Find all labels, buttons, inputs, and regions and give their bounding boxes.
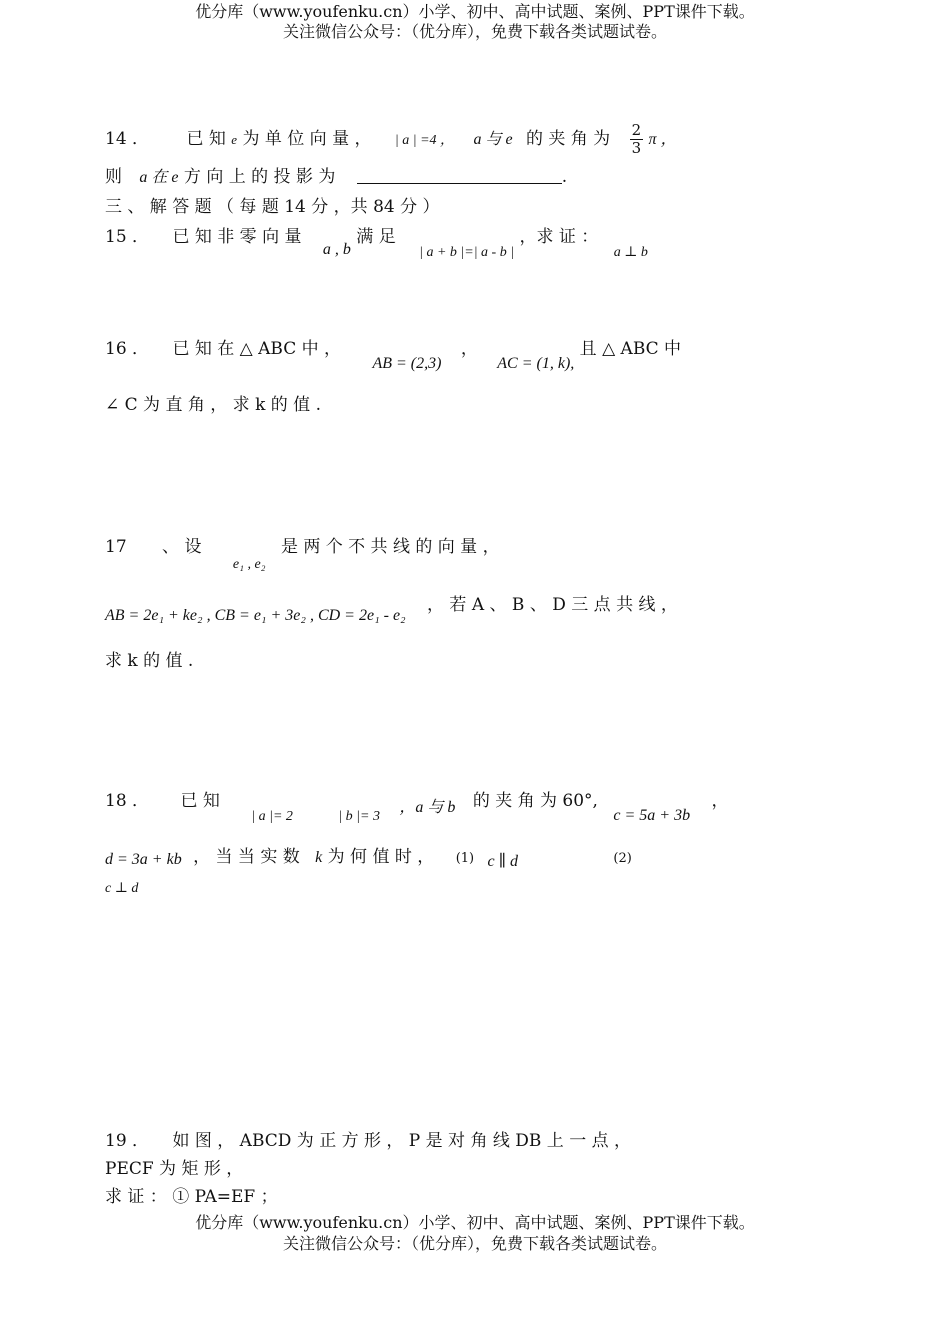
q18-norm-b: | b |= 3 (338, 809, 380, 824)
question-17-line-2 (105, 594, 865, 624)
q14-frac-den: 3 (631, 139, 642, 157)
q19-number: 19 ． (105, 1131, 150, 1151)
q18-k: k (315, 849, 323, 866)
question-14-line-1 (105, 122, 865, 157)
q14-text-2: 为 单 位 向 量 ， (242, 129, 372, 149)
question-15 (105, 226, 865, 260)
q14-a-with-e: a 与 e (473, 131, 513, 148)
q14-norm-a: | a | =4 ， (394, 133, 455, 148)
q18-parallel: c ∥ d (487, 853, 519, 870)
q18-text-2: 的 夹 角 为 60°, (472, 791, 598, 811)
q14-vector-e: e (231, 132, 238, 147)
q18-norm-a: | a |= 2 (251, 809, 293, 824)
q16-line-2: ∠ C 为 直 角 ， 求 k 的 值 . (105, 395, 321, 415)
q15-vectors-ab: a , b (322, 241, 351, 258)
q15-conclusion: a ⊥ b (613, 245, 648, 260)
question-18-line-2 (105, 846, 865, 870)
q16-text-2: 且 △ ABC 中 (579, 339, 682, 359)
question-14-line-2 (105, 166, 865, 189)
q18-c-definition: c = 5a + 3b (613, 807, 691, 824)
q15-condition: | a + b |=| a - b | (419, 245, 515, 260)
question-18-line-1 (105, 790, 865, 824)
q16-text-1: 已 知 在 △ ABC 中 ， (172, 339, 342, 359)
q18-number: 18 ． (105, 791, 150, 811)
section-3-heading: 三 、 解 答 题 （ 每 题 14 分 ，共 84 分 ） (105, 197, 440, 217)
q14-line2-prefix: 则 (105, 167, 122, 187)
footer-line-2: 关注微信公众号：（优分库），免费下载各类试题试卷。 (282, 1234, 667, 1253)
q16-comma: ， (460, 339, 478, 359)
q18-text-3: ， 当 当 实 数 (193, 847, 300, 867)
q18-text-1: 已 知 (180, 791, 220, 811)
q15-number: 15 ． (105, 227, 150, 247)
header-line-2: 关注微信公众号：（优分库），免费下载各类试题试卷。 (282, 22, 667, 41)
q18-perpendicular: c ⊥ d (105, 881, 139, 896)
q18-part-1-label: (1) (455, 851, 475, 866)
q16-vector-ab: AB = (2,3) (372, 355, 442, 372)
q15-text-2: 满 足 (356, 227, 396, 247)
q18-part-2-label: (2) (613, 851, 632, 866)
q14-pi: π ， (648, 131, 677, 148)
q17-number: 17 (105, 537, 127, 557)
question-17-line-1 (105, 536, 865, 572)
question-19-line-1 (105, 1130, 865, 1152)
q17-text-3: ， 若 A 、 B 、 D 三 点 共 线 ， (427, 595, 678, 615)
q15-text-1: 已 知 非 零 向 量 (172, 227, 302, 247)
q18-text-4: 为 何 值 时 ， (327, 847, 435, 867)
q14-fraction (630, 122, 644, 157)
q14-text-3: 的 夹 角 为 (525, 129, 611, 149)
q14-answer-blank[interactable] (357, 167, 562, 184)
q15-text-3: ，求 证 ： (519, 227, 599, 247)
q19-line-3: 求 证 ： ① PA=EF ； (105, 1187, 278, 1207)
q18-comma: ， (711, 791, 729, 811)
header-line-1: 优分库（www.youfenku.cn）小学、初中、高中试题、案例、PPT课件下载。 (195, 2, 755, 21)
q18-line-3 (105, 876, 865, 900)
question-16-line-1 (105, 338, 865, 372)
q18-d-definition: d = 3a + kb (105, 851, 182, 868)
q14-text-1: 已 知 (186, 129, 226, 149)
q14-end: . (561, 167, 568, 187)
q19-line-2: PECF 为 矩 形 ， (105, 1159, 244, 1179)
q17-e1-e2: e₁ , e₂ (232, 557, 266, 572)
q14-number: 14 ． (105, 129, 150, 149)
q14-line2-text: 方 向 上 的 投 影 为 (183, 167, 336, 187)
q19-text-1: 如 图 ， ABCD 为 正 方 形 ， P 是 对 角 线 DB 上 一 点 ， (172, 1131, 632, 1151)
q16-vector-ac: AC = (1, k), (497, 355, 575, 372)
q17-line-3: 求 k 的 值 . (105, 651, 194, 671)
q14-frac-num: 2 (631, 121, 642, 139)
q17-vector-equations: AB = 2e₁ + ke₂ , CB = e₁ + 3e₂ , CD = 2e₁ - e₂ (105, 607, 406, 624)
q14-a-on-e: a 在 e (139, 169, 179, 186)
footer-line-1: 优分库（www.youfenku.cn）小学、初中、高中试题、案例、PPT课件下载。 (195, 1213, 755, 1232)
q17-text-1: 、 设 (162, 537, 202, 557)
q17-text-2: 是 两 个 不 共 线 的 向 量 ， (280, 537, 500, 557)
q16-number: 16 ． (105, 339, 150, 359)
q18-a-with-b: ，a 与 b (399, 799, 456, 816)
